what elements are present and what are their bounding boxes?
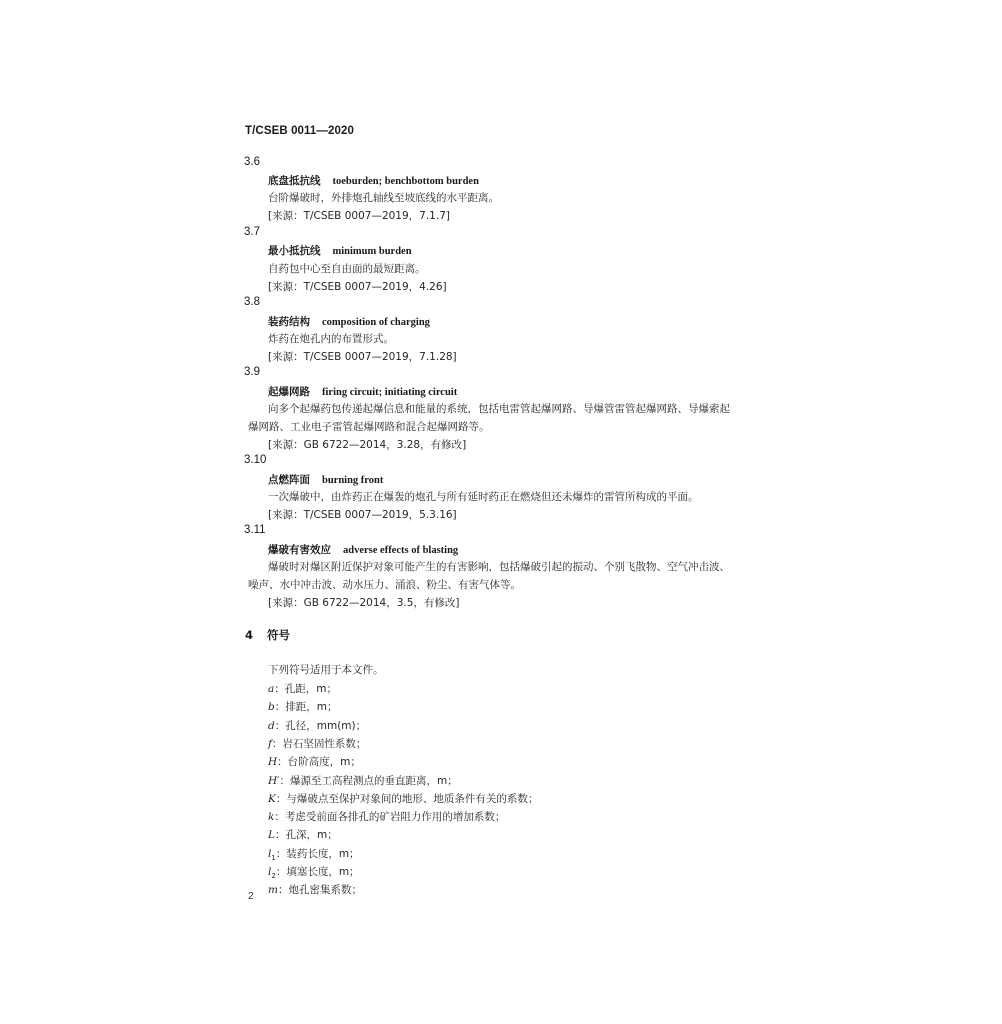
- term-en: composition of charging: [322, 317, 430, 328]
- source-note: [来源：T/CSEB 0007—2019，5.3.16]: [268, 509, 457, 521]
- symbol: a: [268, 683, 275, 695]
- definition-line: 爆破时对爆区附近保护对象可能产生的有害影响，包括爆破引起的振动、个别飞散物、空气冲击波、: [268, 561, 730, 573]
- term-zh: 爆破有害效应: [268, 544, 331, 556]
- symbol: b: [268, 701, 275, 713]
- symbol-item: [268, 827, 338, 842]
- symbol-description: ：填塞长度，m；: [275, 866, 360, 878]
- symbol: l: [268, 848, 272, 860]
- source-note: [来源：GB 6722—2014，3.5，有修改]: [268, 597, 460, 609]
- clause-number: 3.9: [244, 366, 260, 378]
- source-note: [来源：T/CSEB 0007—2019，7.1.7]: [268, 210, 450, 222]
- term-en: toeburden; benchbottom burden: [332, 176, 479, 187]
- definition-line: 一次爆破中，由炸药正在爆轰的炮孔与所有延时药正在燃烧但还未爆炸的雷管所构成的平面。: [268, 491, 699, 503]
- term-title: [268, 173, 479, 188]
- term-zh: 起爆网路: [268, 386, 310, 398]
- page-number: 2: [248, 891, 254, 902]
- document-id: T/CSEB 0011—2020: [245, 125, 354, 137]
- symbol-description: ：装药长度，m；: [275, 848, 360, 860]
- symbol-item: [268, 699, 337, 714]
- symbol: l: [268, 866, 272, 878]
- term-title: [268, 384, 457, 399]
- symbol: H: [268, 756, 278, 768]
- symbol-description: ：与爆破点至保护对象间的地形、地质条件有关的系数；: [275, 793, 539, 805]
- term-zh: 最小抵抗线: [268, 245, 321, 257]
- symbol-description: ：孔距，m；: [274, 683, 337, 695]
- symbol-description: ：岩石坚固性系数；: [271, 738, 367, 750]
- symbol-item: [268, 809, 505, 824]
- symbol-subscript: 2: [271, 872, 276, 881]
- symbol-item: [268, 681, 337, 696]
- symbol-subscript: 1: [271, 854, 276, 863]
- symbol: H′: [268, 775, 280, 787]
- symbol-item: [268, 864, 360, 880]
- clause-number: 3.7: [244, 226, 260, 238]
- clause-number: 3.8: [244, 296, 260, 308]
- clause-number: 3.11: [244, 524, 266, 536]
- definition-line: 爆网路、工业电子雷管起爆网路和混合起爆网路等。: [248, 421, 490, 433]
- section-intro: 下列符号适用于本文件。: [268, 664, 384, 676]
- source-note: [来源：T/CSEB 0007—2019，7.1.28]: [268, 351, 457, 363]
- term-zh: 底盘抵抗线: [268, 175, 321, 187]
- symbol-item: [268, 773, 458, 788]
- symbol-description: ：台阶高度，m；: [277, 756, 361, 768]
- symbol-description: ：排距，m；: [274, 701, 338, 713]
- clause-number: 3.6: [244, 156, 260, 168]
- clause-number: 3.10: [244, 454, 267, 466]
- term-title: [268, 243, 412, 258]
- section-number: 4: [245, 628, 254, 642]
- symbol-item: [268, 736, 366, 751]
- symbol-description: ：孔深，m；: [274, 829, 338, 841]
- symbol-description: ：炮孔密集系数；: [277, 884, 362, 896]
- symbol: d: [268, 720, 275, 732]
- definition-line: 自药包中心至自由面的最短距离。: [268, 263, 426, 275]
- definition-line: 炸药在炮孔内的布置形式。: [268, 333, 394, 345]
- term-title: [268, 542, 458, 557]
- symbol: m: [268, 884, 278, 896]
- symbol: K: [268, 793, 276, 805]
- definition-line: 噪声、水中冲击波、动水压力、涌浪、粉尘、有害气体等。: [248, 579, 521, 591]
- symbol-item: [268, 791, 538, 806]
- definition-line: 台阶爆破时，外排炮孔轴线至坡底线的水平距离。: [268, 192, 499, 204]
- section-title: 符号: [267, 628, 291, 642]
- term-en: firing circuit; initiating circuit: [322, 387, 458, 398]
- symbol-item: [268, 754, 361, 769]
- symbol: L: [268, 829, 275, 841]
- source-note: [来源：GB 6722—2014，3.28，有修改]: [268, 439, 467, 451]
- term-en: adverse effects of blasting: [343, 545, 459, 556]
- term-en: burning front: [322, 475, 384, 486]
- symbol: k: [268, 811, 275, 823]
- source-note: [来源：T/CSEB 0007—2019，4.26]: [268, 281, 447, 293]
- term-zh: 点燃阵面: [268, 474, 310, 486]
- symbol-description: ：孔径，mm(m)；: [274, 720, 367, 732]
- section-heading: [245, 627, 290, 643]
- term-zh: 装药结构: [268, 316, 310, 328]
- term-title: [268, 314, 430, 329]
- definition-line: 向多个起爆药包传递起爆信息和能量的系统，包括电雷管起爆网路、导爆管雷管起爆网路、导爆索起: [268, 403, 730, 415]
- term-title: [268, 472, 383, 487]
- symbol-item: [268, 846, 360, 862]
- symbol-item: [268, 718, 366, 733]
- term-en: minimum burden: [332, 246, 412, 257]
- symbol-description: ：爆源至工高程测点的垂直距离，m；: [279, 775, 458, 787]
- symbol-description: ：考虑受前面各排孔的矿岩阻力作用的增加系数；: [274, 811, 506, 823]
- symbol-item: [268, 882, 362, 897]
- symbol: f: [268, 738, 272, 750]
